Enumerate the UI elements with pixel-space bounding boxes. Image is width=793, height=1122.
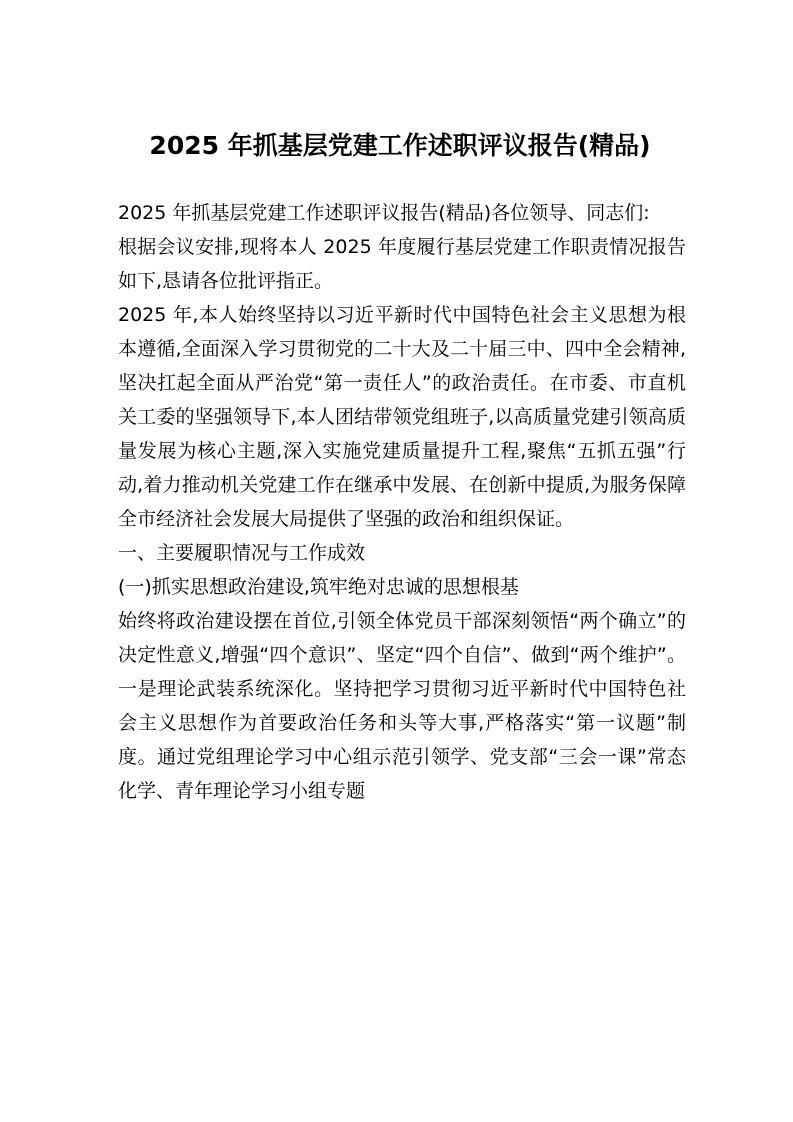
section-heading: 一、主要履职情况与工作成效 xyxy=(118,542,366,564)
summary-paragraph: 2025 年,本人始终坚持以习近平新时代中国特色社会主义思想为根本遵循,全面深入学习贯彻党的二十大及二十届三中、四中全会精神,坚决扛起全面从严治党“第一责任人”的政治责任。在市委、市直机关工委的坚强领导下,本人团结带领党组班子,以高质量党建引领高质量发展为核心主题,深入实施党建质量提升工程,聚焦“五抓五强”行动,着力推动机关党建工作在继承中发展、在创新中提质,为服务保障全市经济社会发展大局提供了坚强的政治和组织保证。 xyxy=(118,304,686,530)
subsection-paragraph: 始终将政治建设摆在首位,引领全体党员干部深刻领悟“两个确立”的决定性意义,增强“四个意识”、坚定“四个自信”、做到“两个维护”。一是理论武装系统深化。坚持把学习贯彻习近平新时代中国特色社会主义思想作为首要政治任务和头等大事,严格落实“第一议题”制度。通过党组理论学习中心组示范引领学、党支部“三会一课”常态化学、青年理论学习小组专题 xyxy=(118,610,686,802)
document-title: 2025 年抓基层党建工作述职评议报告(精品) xyxy=(149,131,651,160)
document-body xyxy=(118,196,686,808)
subsection-heading: (一)抓实思想政治建设,筑牢绝对忠诚的思想根基 xyxy=(118,576,519,598)
intro-paragraph: 2025 年抓基层党建工作述职评议报告(精品)各位领导、同志们: xyxy=(118,202,650,224)
purpose-paragraph: 根据会议安排,现将本人 2025 年度履行基层党建工作职责情况报告如下,恳请各位批评指正。 xyxy=(118,236,686,292)
